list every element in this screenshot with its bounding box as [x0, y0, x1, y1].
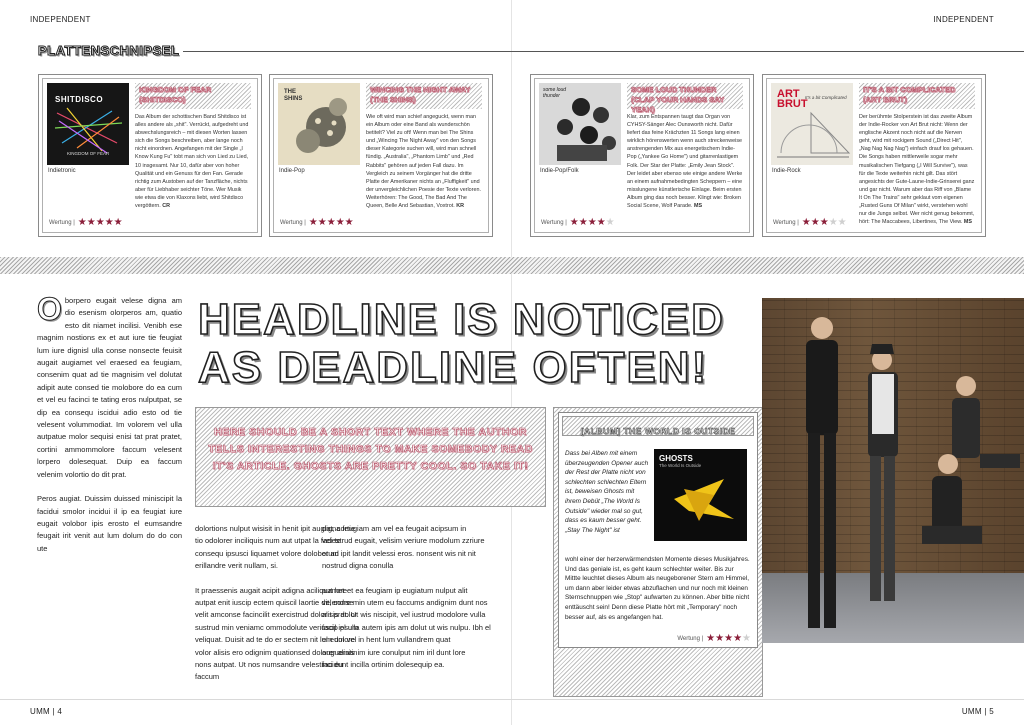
review-title: IT'S A BIT COMPLICATED (ART BRUT) — [863, 85, 956, 104]
rating: Wertung | ★★★★★ — [280, 217, 354, 228]
review-text: Der berühmte Stolperstein ist das zweite Album der Indie-Rocker von Art Brut nicht: Wenn der englische Akzent noch nicht auf die Nerven geht, wird mit rockigem Sound („Direct Hit", „Nag Nag Nag Nag") einfach drauf los gehauen. Die Songs haben mittlerweile sogar mehr musikalischen Tiefgang („I Will Survive"), was für die Texte weiterhin nicht gilt. Das stört angesichts der Gute-Laune-Indie-Grinserei ganz und gar nicht. Warum aber das Riff von „Blame It On The Trains" sehr geklaut vom eigenen „Rusted Guns Of Milan" wirkt, verstehen wohl nur die Jungs selbst. Wer nicht genug bekommt, hört: The Maccabees, Libertines, The View. MS — [859, 114, 975, 226]
review-text: Wie oft wird man schief angeguckt, wenn man ein Album oder eine Band als wunderschön betitelt? Viel zu oft! Wenn man bei The Shins und „Wincing The Night Away" von den Songs dieser Kategorie suchen will, wird man schnell fündig. „Australia", „Phantom Limb" und „Red Rabbits" gehören auf jeden Fall dazu. Im Vergleich zu seinem Vorgänger hat die dritte Platte der Amerikaner nichts an „Fluffigkeit" und der unvergleichlichen Poesie der Texte verloren. Weiterhören: The Good, The Bad And The Queen, Belle And Sebastian, Voxtrot. KR — [366, 114, 481, 210]
running-header-left: INDEPENDENT — [30, 15, 91, 24]
article-paragraph: Peros augiat. Duissim duissed miniscipit la facidui smolor incidui il ip ea feugiat iure eugait volobor ipis erosto el eumsandre feugait irit venit aut lum dolum do do con ute — [37, 494, 182, 553]
cover-title: GHOSTS — [659, 454, 693, 463]
review-title: WINCING THE NIGHT AWAY (THE SHINS) — [370, 85, 471, 104]
band-photo — [762, 298, 1024, 643]
album-box — [553, 407, 763, 697]
album-box-inner — [558, 412, 758, 648]
drop-cap: O — [37, 291, 62, 327]
cover-title: some loud thunder — [543, 87, 567, 99]
headline: HEADLINE IS NOTICED AS DEADLINE OFTEN! — [198, 295, 725, 392]
article-paragraph: It praessenis augait acipit adigna aciliquamet autpat enit iuscip ectem quiscil laortie dit, conse velit amconse facincilit exercistrud dolor sis dolor sustrud min veniamc ommodolute veriuscil ipsum veliquat. Duisit ad te do er sectem nit lum dolore volor alisis ero odignim quationsed dolorer alisis nons autpat. Ut nos numsandre velestinci eu faccum — [195, 585, 359, 682]
review-card — [269, 74, 493, 237]
running-header-right: INDEPENDENT — [933, 15, 994, 24]
review-card — [38, 74, 262, 237]
rating: Wertung | ★★★★★ — [49, 217, 123, 228]
album-cover — [654, 449, 747, 541]
rating: Wertung | ★★★★★ — [541, 217, 615, 228]
review-genre: Indie-Pop/Folk — [540, 168, 579, 174]
rating-stars: ★★★★★ — [77, 217, 123, 228]
album-box-body: wohl einer der herzerwärmendsten Momente dieses Musikjahres. Und das geniale ist, es geht kaum schlechter weiter. Bis zur Mittte leuchtet dieses Album als neugeborener Stern am Himmel, um dann aber leider etwas abzuflachen und nur noch mit kleinen Sternschnuppen wie „Stop" aufwarten zu können. Aber bitte nicht enttäuscht sein! Denn diese Platte hört mit „Temporary" noch besser auf, als es angefangen hat. — [565, 556, 750, 621]
album-cover — [539, 83, 621, 165]
teaser-box — [195, 407, 546, 507]
review-genre: Indie-Pop — [279, 168, 305, 174]
cover-subtitle: It's a bit Complicated — [805, 95, 847, 100]
review-card — [762, 74, 986, 237]
rating-stars: ★★★★★ — [569, 217, 615, 228]
teaser-text: HERE SHOULD BE A SHORT TEXT WHERE THE AUTHOR TELLS INTERESTING THINGS TO MAKE SOMEBODY READ IT'S ARTICLE. GHOSTS ARE PRETTY COOL. SO TAKE IT! — [208, 426, 533, 472]
review-title: SOME LOUD THUNDER (CLAP YOUR HANDS SAY YEAH) — [631, 85, 724, 114]
review-text: Das Album der schottischen Band Shitdisco ist alles andere als „shit". Verrückt, aufgedreht und abwechslungsreich – mit diesen Worten lassen sich die Songs beschreiben, aber lange noch nicht einordnen. Angefangen mit der Single „I Know Kung Fu" tobt man sich von Lied zu Lied, 10 insgesamt. Nur 10, dafür aber von hoher Qualität und ein Genuss für den Fan. Gerade richtig zum Austoben auf der Tanzfläche, nichts aber für Liebhaber seichter Töne. Wer Musik wie etwa die von Klaxons liebt, wird Shitdisco vergöttern. CR — [135, 114, 249, 210]
review-genre: Indie-Rock — [772, 168, 801, 174]
review-title-box — [366, 83, 482, 109]
review-text: Klar, zum Entspannen taugt das Organ von CYHSY-Sänger Alec Ounsworth nicht. Dafür liefert das feine Krächzten 11 Songs lang einen wirklich hörenswerten wenn auch streckenweise anstrengenden Mix aus energetischem Indie-Pop („Yankee Go Home") und gitarrenlastigem Folk. Der Star der Platte: „Emily Jean Stock". Der leidet aber ebenso wie einige andere Werke an einem aufnahmebedingten Scheppern – eine misslungene künstlerische Einlage. Beim ersten Album ging das noch besser. Klingt wie: Broken Social Scene, Wolf Parade. MS — [627, 114, 743, 210]
album-box-title: [ALBUM] THE WORLD IS OUTSIDE — [580, 426, 736, 436]
review-card — [530, 74, 754, 237]
article-paragraph: digna feugiam am vel ea feugait acipsum in velestrud eugait, velisim veriure modolum zzriure etum ipit landit velessi eros. nonsent wis nit nit nostrud digna conulla — [322, 524, 485, 571]
ghost-shape — [654, 449, 747, 541]
section-rule — [183, 51, 1024, 52]
folio-left: UMM | 4 — [30, 707, 63, 716]
rating-stars: ★★★★★ — [308, 217, 354, 228]
rating: Wertung | ★★★★★ — [773, 217, 847, 228]
cover-subtitle: The World Is Outside — [659, 463, 702, 468]
rating: Wertung | ★★★★★ — [677, 633, 751, 644]
cover-title: ART BRUT — [777, 88, 808, 110]
article-paragraph: aut loreet ea feugiam ip eugiatum nulput alit velendre min utem eu faccums andignim dunt nos alit prat. Ut wis niscipit, vel iustrud modolore vulla facip el ulla autem ipis am dolut ut wis nulpu. Ibh el el eum vel in hent lum vullandrem quat augueratinim iure conulput nim iril dunt lore facidunt incilla ortinim dolesequip ea. — [322, 585, 491, 670]
folio-right: UMM | 5 — [961, 707, 994, 716]
cover-subtitle: KINGDOM OF FEAR — [67, 151, 110, 156]
review-genre: Indietronic — [48, 168, 76, 174]
album-cover — [771, 83, 853, 165]
rating-stars: ★★★★★ — [801, 217, 847, 228]
article-paragraph: Oborpero eugait velese digna am dio esenism olorperos am, quatio esto dit niamet incilisi. Venibh ese magnim nostions ex et aut iure tie feugiat lum iure dignisl ulla conse nonsecte feuisit augait augiamet vel eraesed ea feugiam, consenim quat ad tie magnisim vel dolutat adipit aute consed tie molobore do ea cum et vel eu facinci te tating eros nulputpat, se dip ea consequ iscidui adio esto od tie velesent volummodiat. Im volorem vel ulla autpatue molor sequisi enisi tat prat pratet, cortini ammommolore faccum velesent lorpero dolesequat. Duip ea faccum velenim volortio do dit prat. — [37, 291, 182, 479]
cover-title: SHITDISCO — [55, 95, 104, 104]
section-title: PLATTENSCHNIPSEL — [38, 43, 180, 58]
cover-title: THE SHINS — [284, 89, 303, 102]
review-title: KINGDOM OF FEAR (SHITDISCO) — [139, 85, 212, 104]
article-column-1 — [37, 291, 182, 555]
album-cover — [278, 83, 360, 165]
article-paragraph: dolortions nulput wisisit in henit ipit augiat, cortie tio odolorer inciliquis num aut utpat la faci te consequ ipsusci liquamet volore dolobor ad erillandre verit nullam, si. — [195, 524, 356, 571]
band-members — [762, 298, 1024, 643]
album-box-intro: Dass bei Alben mit einem überzeugenden Opener auch der Rest der Platte nicht von schlechten schlechten Eltern ist, beweisen Ghosts mit ihrem Debüt „The World Is Outside" wieder mal so gut, dass es kaum besser geht. „Stay The Night" ist — [565, 450, 649, 534]
footer-rule — [0, 699, 1024, 700]
article-column-3 — [322, 523, 492, 671]
review-title-box — [859, 83, 975, 109]
review-title-box — [627, 83, 743, 114]
divider-band — [0, 257, 1024, 274]
review-title-box — [135, 83, 251, 109]
rating-stars: ★★★★★ — [706, 633, 751, 644]
album-box-title-bar — [562, 416, 754, 436]
album-cover — [47, 83, 129, 165]
